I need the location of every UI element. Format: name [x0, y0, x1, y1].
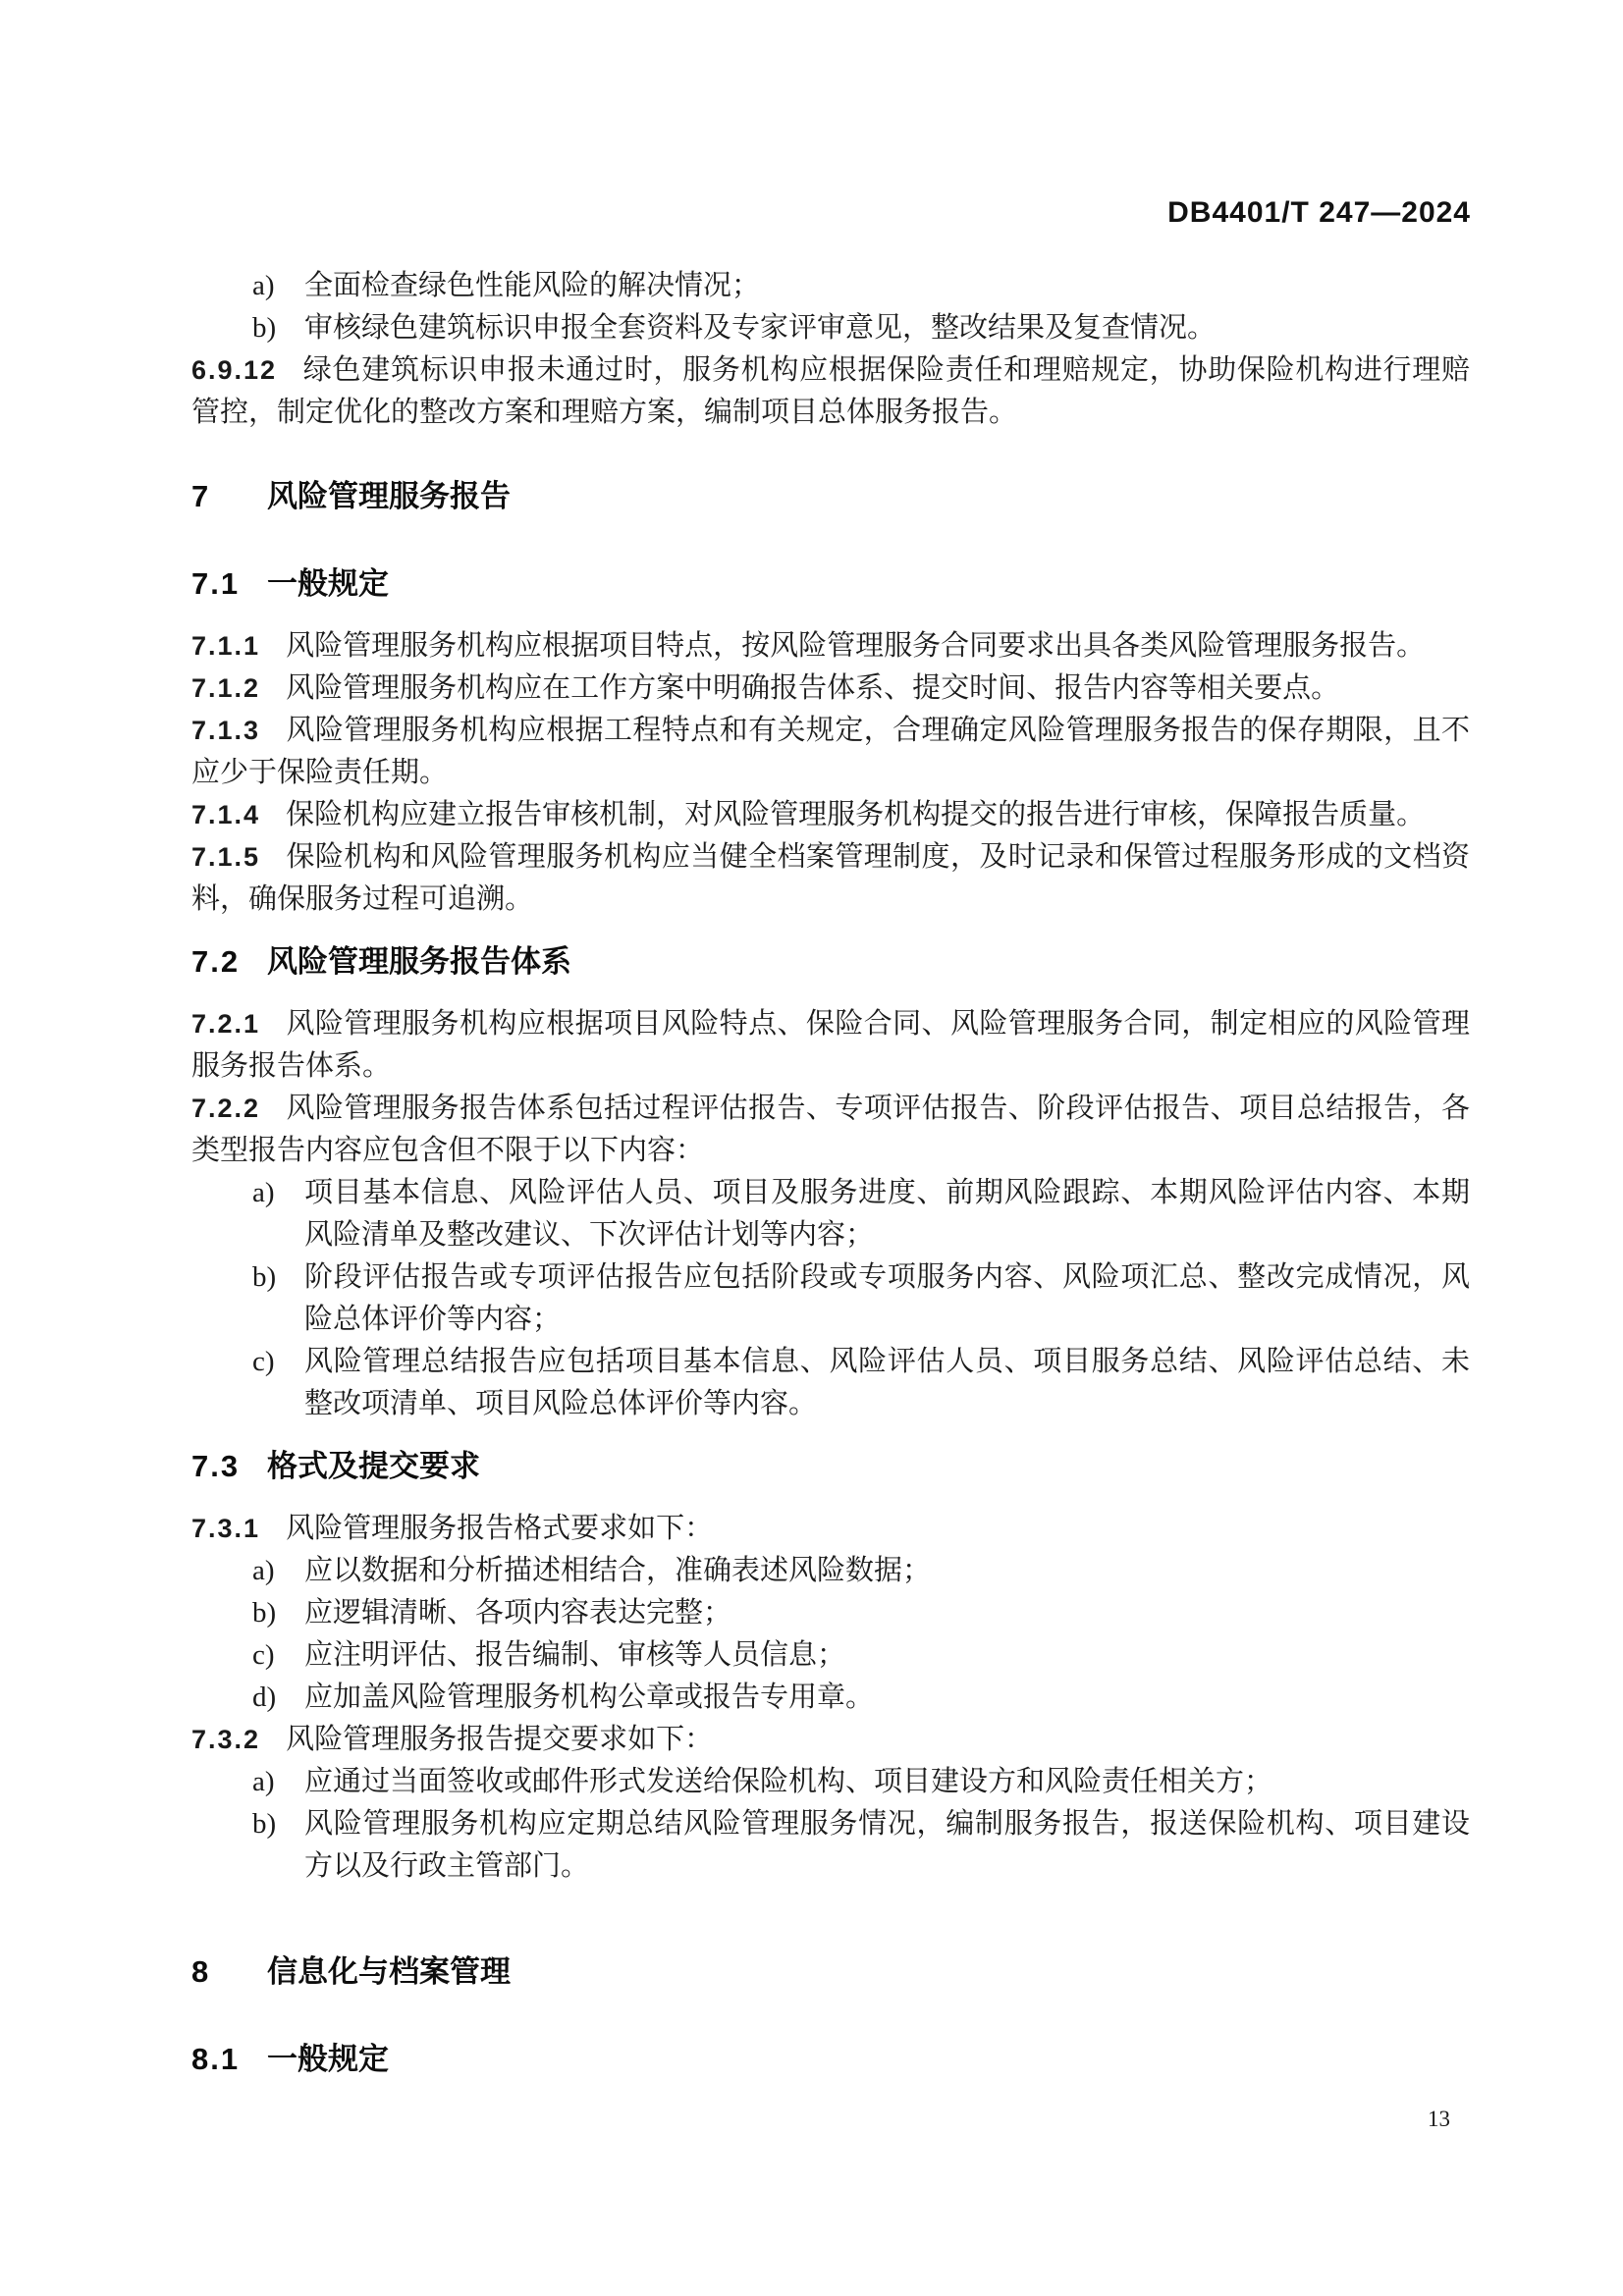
heading-text: 一般规定 [267, 2042, 389, 2076]
subsection-heading [191, 940, 1470, 983]
list-item [191, 1634, 1470, 1677]
section-heading [191, 475, 1470, 517]
list-item-text: 应通过当面签收或邮件形式发送给保险机构、项目建设方和风险责任相关方； [304, 1766, 1273, 1797]
heading-text: 信息化与档案管理 [267, 1954, 511, 1989]
list-item-marker: d) [252, 1682, 277, 1713]
list-item-text: 风险管理总结报告应包括项目基本信息、风险评估人员、项目服务总结、风险评估总结、未整改项清单、项目风险总体评价等内容。 [304, 1346, 1470, 1419]
clause-number: 7.2.2 [191, 1094, 261, 1123]
list-item-marker: b) [252, 1261, 277, 1293]
subsection-heading [191, 2038, 1470, 2080]
subsection-heading [191, 562, 1470, 605]
clause-paragraph [191, 710, 1470, 794]
page-number: 13 [1428, 2107, 1450, 2131]
section-heading [191, 1950, 1470, 1993]
clause-text: 风险管理服务机构应根据项目风险特点、保险合同、风险管理服务合同，制定相应的风险管理服务报告体系。 [191, 1008, 1470, 1082]
list-item-text: 应逻辑清晰、各项内容表达完整； [304, 1597, 732, 1629]
list-item-marker: a) [252, 1766, 275, 1797]
list-item-marker: c) [252, 1346, 275, 1377]
clause-paragraph [191, 1508, 1470, 1550]
heading-number: 8.1 [191, 2042, 241, 2076]
list-item-marker: a) [252, 1555, 275, 1586]
list-item [191, 1172, 1470, 1256]
list-item [191, 1803, 1470, 1888]
document-content [191, 265, 1470, 2101]
clause-text: 风险管理服务报告格式要求如下： [286, 1513, 714, 1544]
clause-number: 7.1.4 [191, 800, 261, 829]
clause-paragraph [191, 1088, 1470, 1172]
list-item-marker: c) [252, 1639, 275, 1671]
list-item-text: 应以数据和分析描述相结合，准确表述风险数据； [304, 1555, 932, 1586]
list-item [191, 1592, 1470, 1634]
clause-text: 风险管理服务机构应在工作方案中明确报告体系、提交时间、报告内容等相关要点。 [286, 672, 1340, 704]
clause-paragraph [191, 349, 1470, 434]
list-item-marker: a) [252, 270, 275, 301]
subsection-heading [191, 1445, 1470, 1487]
list-item-text: 应注明评估、报告编制、审核等人员信息； [304, 1639, 846, 1671]
clause-paragraph [191, 836, 1470, 921]
list-item [191, 1550, 1470, 1592]
standard-number-header: DB4401/T 247—2024 [1167, 196, 1471, 229]
list-item-text: 审核绿色建筑标识申报全套资料及专家评审意见，整改结果及复查情况。 [304, 312, 1217, 344]
clause-paragraph [191, 794, 1470, 836]
clause-number: 7.3.1 [191, 1514, 261, 1543]
clause-text: 风险管理服务机构应根据项目特点，按风险管理服务合同要求出具各类风险管理服务报告。 [286, 630, 1426, 662]
heading-number: 8 [191, 1954, 211, 1989]
list-item [191, 1761, 1470, 1803]
list-item-text: 阶段评估报告或专项评估报告应包括阶段或专项服务内容、风险项汇总、整改完成情况，风险总体评价等内容； [304, 1261, 1470, 1335]
clause-paragraph [191, 1719, 1470, 1761]
list-item-text: 应加盖风险管理服务机构公章或报告专用章。 [304, 1682, 875, 1713]
clause-text: 保险机构应建立报告审核机制，对风险管理服务机构提交的报告进行审核，保障报告质量。 [286, 799, 1426, 830]
clause-text: 风险管理服务报告体系包括过程评估报告、专项评估报告、阶段评估报告、项目总结报告，各类型报告内容应包含但不限于以下内容： [191, 1093, 1470, 1166]
clause-number: 7.1.2 [191, 673, 261, 703]
clause-text: 风险管理服务机构应根据工程特点和有关规定，合理确定风险管理服务报告的保存期限，且不应少于保险责任期。 [191, 715, 1470, 788]
heading-text: 风险管理服务报告 [267, 479, 511, 513]
heading-text: 一般规定 [267, 566, 389, 601]
list-item [191, 265, 1470, 307]
clause-paragraph [191, 667, 1470, 710]
list-item [191, 1677, 1470, 1719]
list-item-text: 全面检查绿色性能风险的解决情况； [304, 270, 761, 301]
clause-number: 7.3.2 [191, 1725, 261, 1754]
clause-number: 7.1.5 [191, 842, 261, 872]
clause-number: 6.9.12 [191, 355, 278, 385]
list-item-text: 项目基本信息、风险评估人员、项目及服务进度、前期风险跟踪、本期风险评估内容、本期风险清单及整改建议、下次评估计划等内容； [304, 1177, 1470, 1251]
heading-number: 7.2 [191, 944, 241, 979]
heading-number: 7.1 [191, 566, 241, 601]
list-item-marker: b) [252, 1808, 277, 1840]
list-item [191, 1341, 1470, 1425]
heading-text: 风险管理服务报告体系 [267, 944, 571, 979]
list-item [191, 1256, 1470, 1341]
heading-text: 格式及提交要求 [267, 1449, 480, 1483]
clause-text: 风险管理服务报告提交要求如下： [286, 1724, 714, 1755]
list-item-marker: a) [252, 1177, 275, 1208]
clause-paragraph [191, 625, 1470, 667]
clause-number: 7.1.1 [191, 631, 261, 661]
list-item [191, 307, 1470, 349]
clause-paragraph [191, 1003, 1470, 1088]
list-item-marker: b) [252, 1597, 277, 1629]
list-item-text: 风险管理服务机构应定期总结风险管理服务情况，编制服务报告，报送保险机构、项目建设方以及行政主管部门。 [304, 1808, 1470, 1882]
clause-number: 7.1.3 [191, 716, 261, 745]
clause-number: 7.2.1 [191, 1009, 261, 1039]
clause-text: 绿色建筑标识申报未通过时，服务机构应根据保险责任和理赔规定，协助保险机构进行理赔管控，制定优化的整改方案和理赔方案，编制项目总体服务报告。 [191, 354, 1470, 428]
clause-text: 保险机构和风险管理服务机构应当健全档案管理制度，及时记录和保管过程服务形成的文档资料，确保服务过程可追溯。 [191, 841, 1470, 915]
list-item-marker: b) [252, 312, 277, 344]
heading-number: 7 [191, 479, 211, 513]
heading-number: 7.3 [191, 1449, 241, 1483]
